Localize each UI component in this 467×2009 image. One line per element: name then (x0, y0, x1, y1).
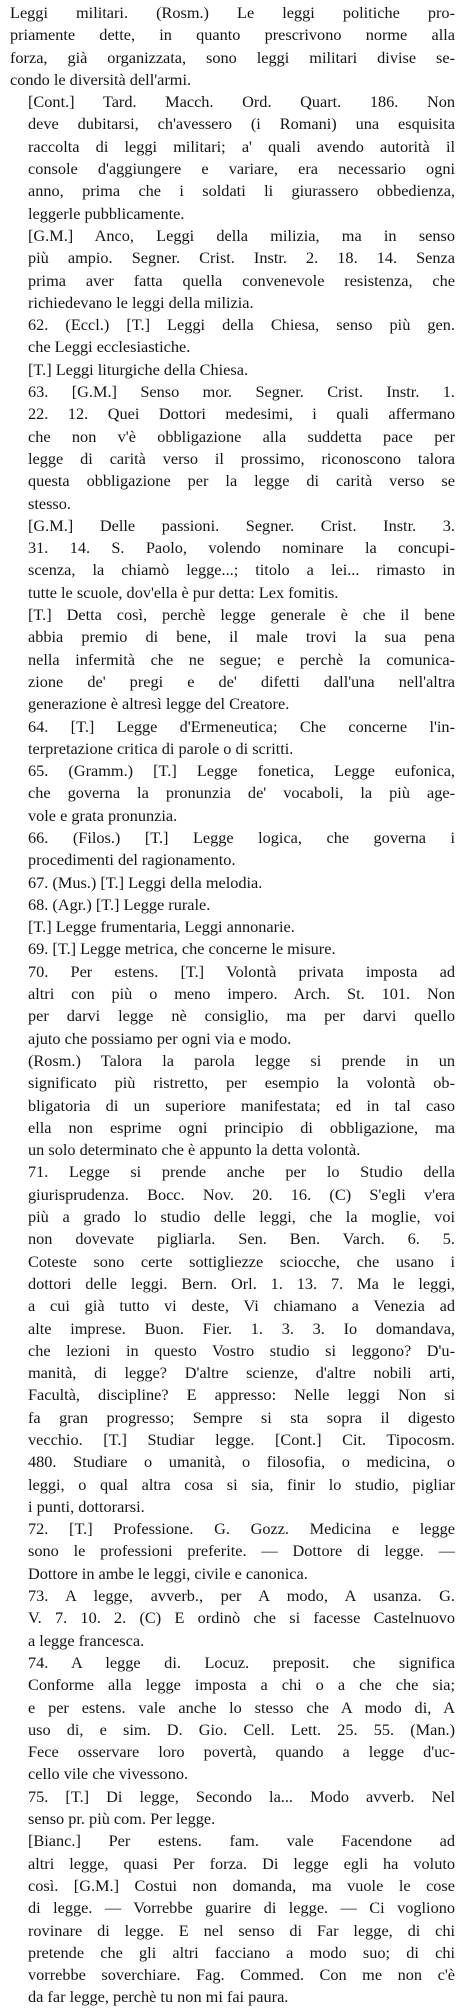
entry-line: manità, di legge? D'altre scienze, d'altre nobili arti, (28, 1363, 455, 1383)
entry-line: deve dubitarsi, ch'avessero (i Romani) una esquisita (28, 114, 455, 134)
dictionary-entry (10, 961, 455, 1050)
dictionary-entry (10, 381, 455, 515)
entry-line: significato più ristretto, per esempio la volontà ob- (28, 1073, 455, 1093)
entry-line: 22. 12. Quei Dottori medesimi, i quali affermano (28, 404, 455, 424)
entry-line: leggi, o qual altra cosa si sia, finir lo studio, pigliar (28, 1474, 455, 1494)
dictionary-entry (10, 225, 455, 314)
entry-line: giurisprudenza. Bocc. Nov. 20. 16. (C) S'egli v'era (28, 1184, 455, 1204)
entry-line: 69. [T.] Legge metrica, che concerne le misure. (28, 939, 336, 959)
dictionary-entry (10, 1786, 455, 1831)
entry-line: abbia premio di bene, il male trovi la sua pena (28, 627, 455, 647)
dictionary-entry (10, 872, 455, 894)
entry-line: [G.M.] Anco, Leggi della milizia, ma in senso (28, 225, 455, 245)
dictionary-entry (10, 894, 455, 916)
entry-line: fa gran progresso; Sempre si sta sopra il digesto (28, 1407, 455, 1427)
dictionary-entry (10, 827, 455, 872)
entry-line: priamente dette, in quanto prescrivono norme alla (10, 25, 455, 45)
entry-line: così. [G.M.] Costui non domanda, ma vuole le cose (28, 1875, 455, 1895)
entry-line: nella infermità che ne segue; e perchè la comunica- (28, 649, 455, 669)
entry-line: e per estens. vale anche lo stesso che A modo di, A (28, 1697, 455, 1717)
entry-line: [Cont.] Tard. Macch. Ord. Quart. 186. Non (28, 92, 455, 112)
entry-line: [G.M.] Delle passioni. Segner. Crist. Instr. 3. (28, 515, 455, 535)
dictionary-entry (10, 515, 455, 604)
entry-line: più a grado lo studio delle leggi, che la moglie, voi (28, 1207, 455, 1227)
entry-line: che Leggi ecclesiastiche. (28, 337, 191, 357)
entry-line: Fece osservare loro povertà, quando a legge d'uc- (28, 1742, 455, 1762)
entry-line: scenza, la chiamò legge...; titolo a lei... rimasto in (28, 560, 455, 580)
entry-line: per darvi legge nè consiglio, ma per darvi quello (28, 1006, 455, 1026)
entry-line: rovinare di legge. E nel senso di Far legge, di chi (28, 1920, 455, 1940)
entry-line: 74. A legge di. Locuz. preposit. che significa (28, 1652, 455, 1672)
dictionary-entry (10, 359, 455, 381)
entry-line: richiedevano le leggi della milizia. (28, 292, 254, 312)
entry-line: 75. [T.] Di legge, Secondo la... Modo avverb. Nel (28, 1786, 455, 1806)
dictionary-entry (10, 938, 455, 960)
entry-line: 65. (Gramm.) [T.] Legge fonetica, Legge eufonica, (28, 761, 455, 781)
entry-line: stesso. (28, 493, 71, 513)
dictionary-entry (10, 1652, 455, 1786)
entry-line: che non v'è obbligazione alla suddetta pace per (28, 426, 455, 446)
entry-line: più ampio. Segner. Crist. Instr. 2. 18. 14. Senza (28, 248, 455, 268)
entry-line: dottori delle leggi. Bern. Orl. 1. 13. 7. Ma le leggi, (28, 1273, 455, 1293)
entry-line: bligatoria di un superiore manifestata; ed in tal caso (28, 1095, 455, 1115)
entry-line: (Rosm.) Talora la parola legge si prende in un (28, 1050, 455, 1070)
entry-line: di legge. — Vorrebbe guarire di legge. — Ci vogliono (28, 1898, 455, 1918)
entry-line: da far legge, perchè tu non mi fai paura. (28, 1987, 289, 2007)
entry-line: vorrebbe soverchiare. Fag. Commed. Con me non c'è (28, 1965, 455, 1985)
entry-line: vecchio. [T.] Studiar legge. [Cont.] Cit. Tipocosm. (28, 1430, 455, 1449)
entry-line: prima aver fatta quella convenevole resistenza, che (28, 270, 455, 290)
entry-line: a cui già tutto vi deste, Vi chiamano a Venezia ad (28, 1296, 455, 1316)
entry-line: anno, prima che i soldati li giurassero obbedienza, (28, 181, 455, 201)
dictionary-entry (10, 716, 455, 761)
dictionary-entry (10, 1830, 455, 2008)
entry-line: Coteste sono certe sottigliezze sciocche, che usano i (28, 1251, 455, 1271)
entry-line: condo le diversità dell'armi. (10, 69, 192, 89)
entry-line: 70. Per estens. [T.] Volontà privata imposta ad (28, 961, 455, 981)
entry-line: 62. (Eccl.) [T.] Leggi della Chiesa, senso più gen. (28, 315, 455, 335)
entry-line: [Bianc.] Per estens. fam. vale Facendone ad (28, 1831, 455, 1851)
entry-line: Facultà, discipline? E appresso: Nelle leggi Non si (28, 1385, 455, 1405)
entry-line: console d'aggiungere e variare, era necessario ogni (28, 159, 455, 179)
entry-line: terpretazione critica di parole o di scritti. (28, 738, 294, 758)
entry-line: pretende che gli altri facciano a modo suo; di chi (28, 1942, 455, 1962)
entry-line: vole e grata pronunzia. (28, 805, 178, 825)
entry-line: i punti, dottorarsi. (28, 1496, 145, 1516)
entry-line: sono le professioni preferite. — Dottore di legge. — (28, 1541, 455, 1561)
entry-line: Dottore in ambe le leggi, civile e canonica. (28, 1563, 308, 1583)
entry-line: cello vile che vivessono. (28, 1764, 189, 1784)
entry-line: forza, già organizzata, sono leggi militari divise se- (10, 47, 455, 67)
entry-line: uso di, e sim. D. Gio. Cell. Lett. 25. 55. (Man.) (28, 1719, 455, 1739)
entry-line: [T.] Legge frumentaria, Leggi annonarie. (28, 917, 295, 937)
dictionary-entry (10, 1161, 455, 1518)
entry-line: zione de' pregi e de' difetti dall'una nell'altra (28, 671, 455, 691)
entry-line: 73. A legge, avverb., per A modo, A usanza. G. (28, 1586, 455, 1606)
entry-line: 64. [T.] Legge d'Ermeneutica; Che concerne l'in- (28, 716, 455, 736)
entry-line: che governa la pronunzia de' vocaboli, la più age- (28, 783, 455, 803)
entry-line: altri con più o meno impero. Arch. St. 101. Non (28, 984, 455, 1004)
entry-line: legge di carità verso il prossimo, riconoscono talora (28, 448, 455, 468)
entry-line: un solo determinato che è appunto la detta volontà. (28, 1140, 361, 1160)
entry-line: 63. [G.M.] Senso mor. Segner. Crist. Instr. 1. (28, 382, 455, 402)
entry-line: tutte le scuole, dov'ella è pur detta: Lex fomitis. (28, 582, 339, 602)
entry-line: leggerle pubblicamente. (28, 203, 185, 223)
entry-line: [T.] Leggi liturgiche della Chiesa. (28, 359, 249, 379)
entry-line: 480. Studiare o umanità, o filosofia, o medicina, o (28, 1452, 455, 1472)
entry-line: 66. (Filos.) [T.] Legge logica, che governa i (28, 827, 455, 847)
entry-line: 71. Legge si prende anche per lo Studio della (28, 1162, 455, 1182)
entry-line: non dovevate pigliarla. Sen. Ben. Varch. 6. 5. (28, 1229, 455, 1249)
entry-line: 68. (Agr.) [T.] Legge rurale. (28, 894, 211, 914)
entry-line: [T.] Detta così, perchè legge generale è che il bene (28, 605, 455, 625)
entry-line: a legge francesca. (28, 1630, 145, 1650)
dictionary-entry (10, 1050, 455, 1161)
entry-line: altri legge, quasi Per forza. Di legge egli ha voluto (28, 1853, 455, 1873)
dictionary-entry (10, 760, 455, 827)
dictionary-entry (10, 314, 455, 359)
entry-line: V. 7. 10. 2. (C) E ordinò che si facesse Castelnuovo (28, 1608, 455, 1628)
entry-line: che lezioni in questo Vostro studio si leggono? D'u- (28, 1340, 455, 1360)
entry-line: 67. (Mus.) [T.] Leggi della melodia. (28, 872, 263, 892)
entry-line: Leggi militari. (Rosm.) Le leggi politiche pro- (10, 3, 455, 22)
entry-line: senso pr. più com. Per legge. (28, 1809, 216, 1829)
entry-line: procedimenti del ragionamento. (28, 850, 236, 870)
entry-line: ajuto che possiamo per ogni via e modo. (28, 1028, 292, 1048)
entry-line: questa obbligazione per la legge di carità verso se (28, 471, 455, 491)
entry-line: ella non esprime ogni principio di obbligazione, ma (28, 1117, 455, 1137)
entry-line: alte imprese. Buon. Fier. 1. 3. 3. Io domandava, (28, 1318, 455, 1338)
dictionary-entry (10, 1518, 455, 1585)
entry-line: Conforme alla legge imposta a chi o a che che sia; (28, 1675, 455, 1695)
dictionary-entry (10, 604, 455, 715)
dictionary-entry (10, 1585, 455, 1652)
dictionary-entry (10, 2, 455, 91)
entry-line: generazione è altresì legge del Creatore. (28, 694, 290, 714)
entry-line: 31. 14. S. Paolo, volendo nominare la concupi- (28, 538, 455, 558)
dictionary-entry (10, 916, 455, 938)
dictionary-entry (10, 91, 455, 225)
entry-line: 72. [T.] Professione. G. Gozz. Medicina e legge (28, 1519, 455, 1539)
entry-line: raccolta di leggi militari; a' quali avendo autorità il (28, 136, 455, 156)
